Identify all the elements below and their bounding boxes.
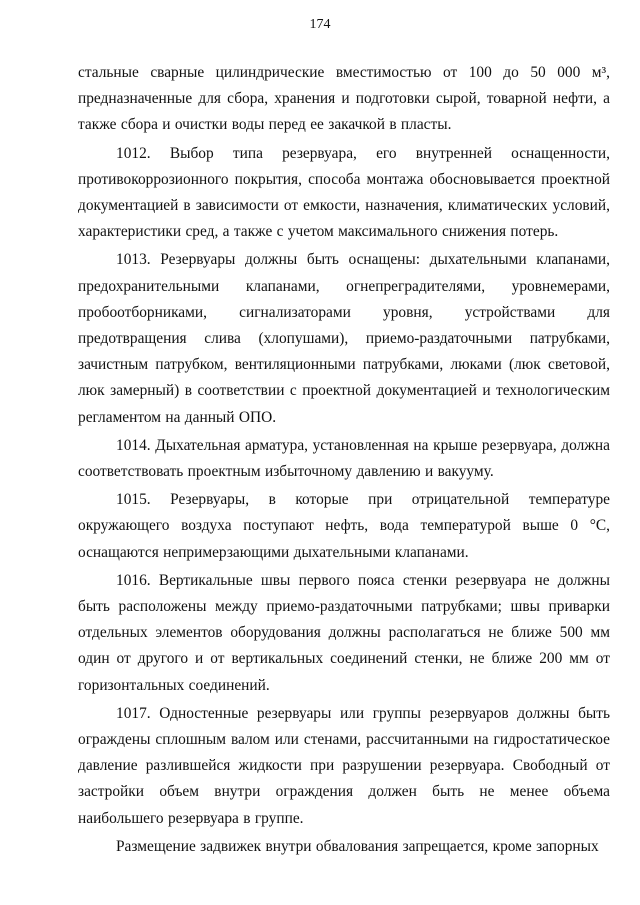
paragraph-continuation: стальные сварные цилиндрические вместимостью от 100 до 50 000 м³, предназначенные для сбора, хранения и подготовки сырой, товарной нефти, а также сбора и очистки воды перед ее закачкой в пласты. <box>78 64 610 134</box>
paragraph-1013: 1013. Резервуары должны быть оснащены: дыхательными клапанами, предохранительными клапанами, огнепреградителями, уровнемерами, пробоотборниками, сигнализаторами уровня, устройствами для предотвращения слива (хлопушами), приемо-раздаточными патрубками, зачистным патрубком, вентиляционными патрубками, люками (люк световой, люк замерный) в соответствии с проектной документацией и технологическим регламентом на данный ОПО. <box>78 251 610 426</box>
paragraph-1016: 1016. Вертикальные швы первого пояса стенки резервуара не должны быть расположены между приемо-раздаточными патрубками; швы приварки отдельных элементов оборудования должны располагаться не ближе 500 мм один от другого и от вертикальных соединений стенки, не ближе 200 мм от горизонтальных соединений. <box>78 571 610 694</box>
paragraph-1015: 1015. Резервуары, в которые при отрицательной температуре окружающего воздуха поступают нефть, вода температурой выше 0 °C, оснащаются непримерзающими дыхательными клапанами. <box>78 491 610 561</box>
paragraph-1017: 1017. Одностенные резервуары или группы резервуаров должны быть ограждены сплошным валом или стенами, рассчитанными на гидростатическое давление разлившейся жидкости при разрушении резервуара. Свободный от застройки объем внутри ограждения должен быть не менее объема наибольшего резервуара в группе. <box>78 704 610 827</box>
paragraph-1012: 1012. Выбор типа резервуара, его внутренней оснащенности, противокоррозионного покрытия, способа монтажа обосновывается проектной документацией в зависимости от емкости, назначения, климатических условий, характеристики сред, а также с учетом максимального снижения потерь. <box>78 144 610 241</box>
document-body <box>78 60 610 860</box>
page-number: 174 <box>309 17 331 32</box>
paragraph-valve-placement: Размещение задвижек внутри обвалования запрещается, кроме запорных <box>116 837 599 855</box>
paragraph-1014: 1014. Дыхательная арматура, установленная на крыше резервуара, должна соответствовать проектным избыточному давлению и вакууму. <box>78 436 610 481</box>
